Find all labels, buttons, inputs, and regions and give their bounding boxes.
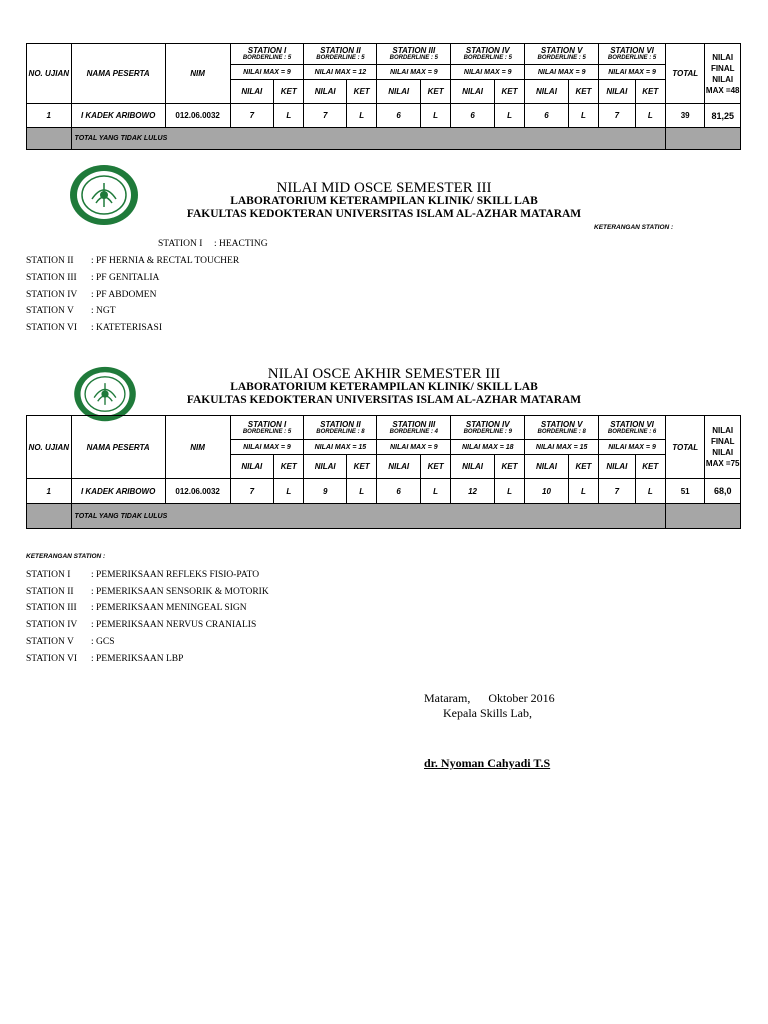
cell-nim: 012.06.0032 [165,104,230,128]
cell-nilai: 7 [599,104,635,128]
col-ket: KET [635,455,665,479]
station-desc [26,256,239,266]
station-max: NILAI MAX = 9 [377,65,451,80]
cell-ket: L [494,104,524,128]
station-desc [26,306,116,316]
cell-nilai: 6 [377,479,421,504]
cell-nama: I KADEK ARIBOWO [71,104,165,128]
station-key: STATION V [26,637,74,647]
station-max: NILAI MAX = 9 [377,440,451,455]
station-header: STATION VI BORDERLINE : 5 [599,44,666,65]
cell-ket: L [420,479,450,504]
table-row [27,479,741,504]
header-no-ujian: NO. UJIAN [27,44,72,104]
signature-name: dr. Nyoman Cahyadi T.S [424,756,551,770]
station-max: NILAI MAX = 9 [525,65,599,80]
header-nim: NIM [165,44,230,104]
station-desc [26,290,156,300]
cell-ket: L [274,104,304,128]
station-max: NILAI MAX = 9 [599,65,666,80]
cell-ket: L [568,479,598,504]
station-value: : GCS [91,637,115,647]
section1-title: NILAI MID OSCE SEMESTER III [276,180,492,196]
header-no-ujian: NO. UJIAN [27,416,72,479]
cell-no: 1 [27,104,72,128]
station-desc [26,587,269,597]
station-header: STATION V BORDERLINE : 8 [525,416,599,440]
section1-subtitle-faculty: FAKULTAS KEDOKTERAN UNIVERSITAS ISLAM AL-AZHAR MATARAM [186,208,582,220]
header-total: TOTAL [665,44,704,104]
header-nilai-final: NILAI FINAL NILAI MAX =48 [705,44,741,104]
header-nilai-final: NILAI FINAL NILAI MAX =75 [705,416,741,479]
col-ket: KET [274,455,304,479]
cell-final: 81,25 [705,104,741,128]
station-header: STATION I BORDERLINE : 5 [230,416,304,440]
col-nilai: NILAI [599,455,635,479]
cell-ket: L [494,479,524,504]
col-nilai: NILAI [451,80,495,104]
signature-place-date: Mataram, Oktober 2016 [424,691,555,705]
cell-total: 51 [665,479,704,504]
col-ket: KET [420,80,450,104]
col-ket: KET [420,455,450,479]
total-tidak-lulus-value [665,128,740,150]
col-nilai: NILAI [599,80,635,104]
cell-ket: L [420,104,450,128]
header-nama-peserta: NAMA PESERTA [71,416,165,479]
station-header: STATION III BORDERLINE : 5 [377,44,451,65]
station-key: STATION I [26,570,71,580]
cell-nilai: 7 [230,104,274,128]
station-key: STATION VI [26,323,78,333]
cell-nilai: 9 [304,479,347,504]
section2-title: NILAI OSCE AKHIR SEMESTER III [267,366,501,382]
col-ket: KET [568,455,598,479]
cell-no: 1 [27,479,72,504]
total-tidak-lulus-label: TOTAL YANG TIDAK LULUS [71,128,665,150]
station-key: STATION II [26,256,74,266]
station-header: STATION I BORDERLINE : 5 [230,44,304,65]
station-key: STATION III [26,603,77,613]
col-ket: KET [635,80,665,104]
station-max: NILAI MAX = 15 [525,440,599,455]
station-header: STATION VI BORDERLINE : 6 [599,416,666,440]
cell-ket: L [346,104,376,128]
col-nilai: NILAI [304,455,347,479]
station-value: : PF ABDOMEN [91,290,157,300]
station-value: : PEMERIKSAAN REFLEKS FISIO-PATO [91,570,260,580]
station-max: NILAI MAX = 9 [451,65,525,80]
gray-cell [27,504,72,529]
station-desc [26,570,259,580]
keterangan-station-label: KETERANGAN STATION : [594,224,674,231]
col-ket: KET [568,80,598,104]
signature-role: Kepala Skills Lab, [443,706,532,720]
section2-subtitle-lab: LABORATORIUM KETERAMPILAN KLINIK/ SKILL LAB [230,381,538,393]
cell-ket: L [274,479,304,504]
cell-nilai: 10 [525,479,569,504]
station-header: STATION V BORDERLINE : 5 [525,44,599,65]
station-max: NILAI MAX = 18 [451,440,525,455]
header-nim: NIM [165,416,230,479]
station-header: STATION II BORDERLINE : 8 [304,416,377,440]
station-desc [26,603,247,613]
station-max: NILAI MAX = 9 [230,65,304,80]
cell-nim: 012.06.0032 [165,479,230,504]
cell-nilai: 7 [599,479,635,504]
col-ket: KET [274,80,304,104]
cell-nilai: 6 [525,104,569,128]
section1-subtitle-lab: LABORATORIUM KETERAMPILAN KLINIK/ SKILL LAB [230,195,538,207]
station-key: STATION IV [26,290,78,300]
col-nilai: NILAI [451,455,495,479]
col-nilai: NILAI [525,80,569,104]
col-ket: KET [346,80,376,104]
station-header: STATION II BORDERLINE : 5 [304,44,377,65]
cell-ket: L [635,104,665,128]
station-value: : PEMERIKSAAN LBP [91,654,184,664]
station-desc [26,273,159,283]
col-ket: KET [494,80,524,104]
station-key: STATION I [158,239,203,249]
gray-cell [27,128,72,150]
mid-osce-grade-table [26,43,741,150]
station-desc [26,637,115,647]
cell-nilai: 12 [451,479,495,504]
station-max: NILAI MAX = 12 [304,65,377,80]
station-key: STATION II [26,587,74,597]
station-value: : PEMERIKSAAN MENINGEAL SIGN [91,603,247,613]
col-nilai: NILAI [377,80,421,104]
akhir-osce-grade-table [26,415,741,529]
cell-ket: L [635,479,665,504]
station-header: STATION III BORDERLINE : 4 [377,416,451,440]
station-max: NILAI MAX = 15 [304,440,377,455]
col-nilai: NILAI [525,455,569,479]
station-key: STATION III [26,273,77,283]
station-value: : PEMERIKSAAN SENSORIK & MOTORIK [91,587,269,597]
station-header: STATION IV BORDERLINE : 9 [451,416,525,440]
station-max: NILAI MAX = 9 [599,440,666,455]
cell-nilai: 6 [377,104,421,128]
station-header: STATION IV BORDERLINE : 5 [451,44,525,65]
col-nilai: NILAI [230,80,274,104]
station-desc [26,620,256,630]
station-desc [26,654,183,664]
col-nilai: NILAI [230,455,274,479]
cell-ket: L [568,104,598,128]
station-value: : PF HERNIA & RECTAL TOUCHER [91,256,240,266]
table-row [27,104,741,128]
cell-nilai: 7 [304,104,347,128]
col-nilai: NILAI [377,455,421,479]
station-value: : NGT [91,306,116,316]
cell-total: 39 [665,104,704,128]
header-total: TOTAL [665,416,704,479]
station-value: : HEACTING [214,239,268,249]
station-desc [26,323,162,333]
keterangan-station-label: KETERANGAN STATION : [26,553,106,560]
col-nilai: NILAI [304,80,347,104]
cell-nilai: 7 [230,479,274,504]
station-key: STATION V [26,306,74,316]
total-tidak-lulus-value [665,504,740,529]
cell-nama: I KADEK ARIBOWO [71,479,165,504]
station-value: : PF GENITALIA [91,273,160,283]
station-desc [158,239,268,249]
total-tidak-lulus-label: TOTAL YANG TIDAK LULUS [71,504,665,529]
cell-ket: L [346,479,376,504]
col-ket: KET [494,455,524,479]
col-ket: KET [346,455,376,479]
station-key: STATION VI [26,654,78,664]
section2-subtitle-faculty: FAKULTAS KEDOKTERAN UNIVERSITAS ISLAM AL-AZHAR MATARAM [186,394,582,406]
station-key: STATION IV [26,620,78,630]
station-max: NILAI MAX = 9 [230,440,304,455]
cell-nilai: 6 [451,104,495,128]
cell-final: 68,0 [705,479,741,504]
station-value: : PEMERIKSAAN NERVUS CRANIALIS [91,620,257,630]
station-value: : KATETERISASI [91,323,162,333]
header-nama-peserta: NAMA PESERTA [71,44,165,104]
